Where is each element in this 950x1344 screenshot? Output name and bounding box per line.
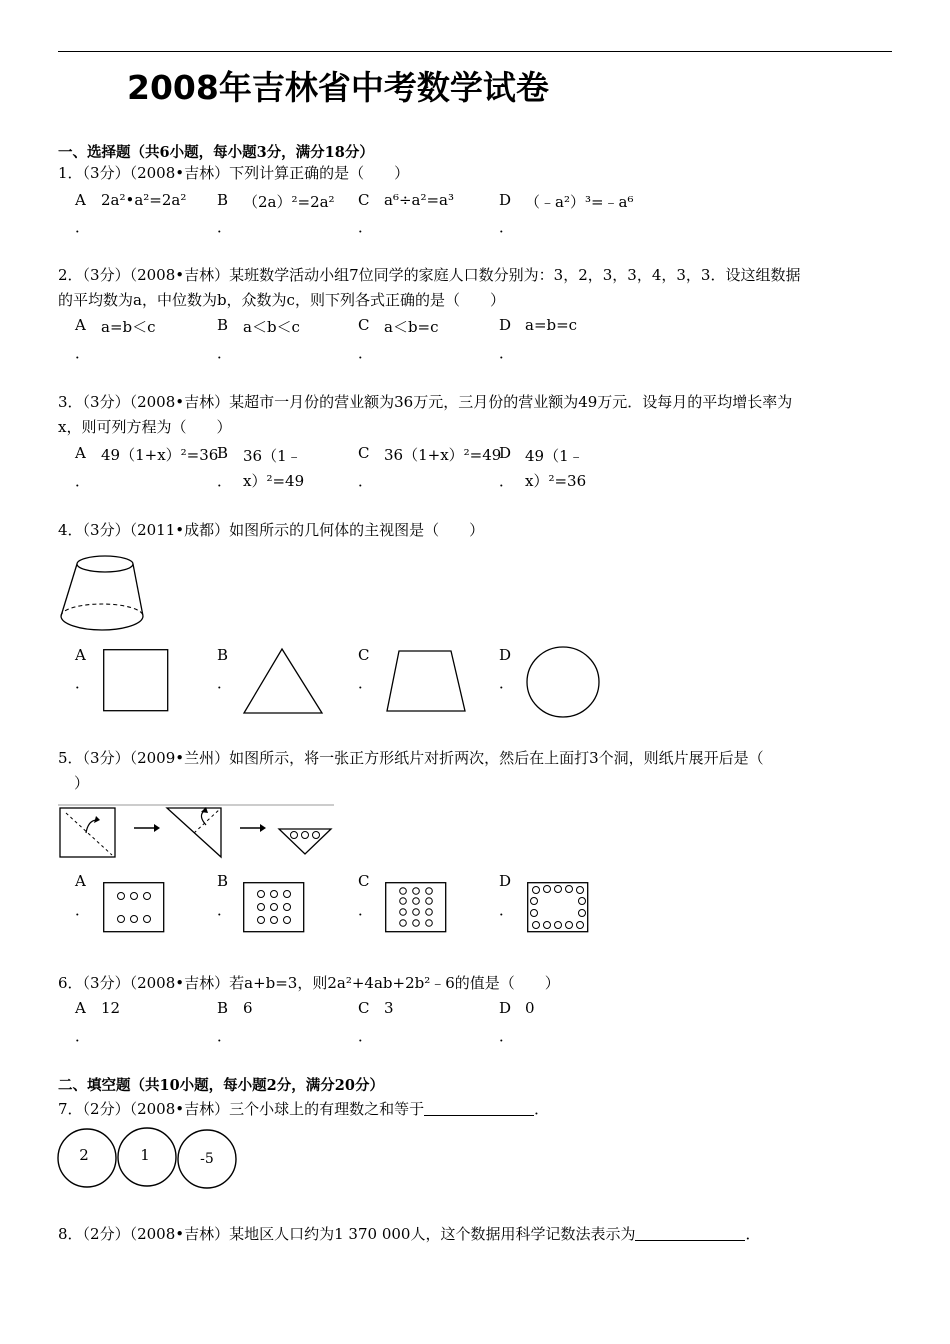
q2-option-b[interactable]: a＜b＜c [243, 318, 300, 336]
question-1: 1．（3分）（2008•吉林）下列计算正确的是（ ） [58, 164, 410, 182]
question-3: 3．（3分）（2008•吉林）某超市一月份的营业额为36万元，三月份的营业额为49万元．设每月的平均增长率为 x，则可列方程为（ ） [58, 393, 793, 436]
option-dot: ． [499, 674, 515, 692]
question-8: 8．（2分）（2008•吉林）某地区人口约为1 370 000人，这个数据用科学记数法表示为 ． [58, 1225, 761, 1243]
q4-option-b-label[interactable]: B [217, 646, 229, 664]
option-dot: ． [75, 1027, 91, 1045]
q5-option-b-figure[interactable] [243, 882, 305, 933]
q5-option-c-label[interactable]: C [358, 872, 370, 890]
q5-option-c-figure[interactable] [385, 882, 447, 933]
q5-option-d-figure[interactable] [527, 882, 589, 933]
q5-option-a-figure[interactable] [103, 882, 165, 933]
ball-3-label: -5 [200, 1151, 214, 1167]
option-dot: ． [499, 344, 515, 362]
q3-option-b-label[interactable]: B [217, 444, 229, 462]
q6-option-d-label[interactable]: D [499, 999, 512, 1017]
q1-option-d-label[interactable]: D [499, 191, 512, 209]
q5-option-b-label[interactable]: B [217, 872, 229, 890]
q3-option-a[interactable]: 49（1+x）²=36 [101, 446, 219, 464]
q6-option-a-label[interactable]: A [75, 999, 86, 1017]
q4-option-d-circle[interactable] [525, 645, 601, 719]
q5-option-a-label[interactable]: A [75, 872, 86, 890]
frustum-figure [58, 552, 148, 634]
option-dot: ． [358, 674, 374, 692]
balls-figure [56, 1127, 240, 1191]
option-dot: ． [358, 472, 374, 490]
question-5: 5．（3分）（2009•兰州）如图所示，将一张正方形纸片对折两次，然后在上面打3个洞，则纸片展开后是（ ） [58, 749, 764, 792]
option-dot: ． [358, 218, 374, 236]
option-dot: ． [217, 218, 233, 236]
option-dot: ． [217, 472, 233, 490]
q3-option-b[interactable]: 36（1﹣x）²=49 [243, 447, 305, 490]
q2-option-b-label[interactable]: B [217, 316, 229, 334]
q4-option-b-triangle[interactable] [242, 647, 324, 715]
q1-option-b[interactable]: （2a）²=2a² [243, 193, 335, 211]
q3-option-d-label[interactable]: D [499, 444, 512, 462]
q3-option-c[interactable]: 36（1+x）²=49 [384, 446, 502, 464]
q4-option-d-label[interactable]: D [499, 646, 512, 664]
option-dot: ． [217, 1027, 233, 1045]
question-6: 6．（3分）（2008•吉林）若a+b=3，则2a²+4ab+2b²﹣6的值是（ ） [58, 974, 560, 992]
option-dot: ． [358, 344, 374, 362]
q2-option-c-label[interactable]: C [358, 316, 370, 334]
option-dot: ． [217, 901, 233, 919]
q3-option-d[interactable]: 49（1﹣x）²=36 [525, 447, 587, 490]
q1-option-c-label[interactable]: C [358, 191, 370, 209]
paper-folding-figure [58, 803, 336, 859]
option-dot: ． [358, 901, 374, 919]
page-title: 2008年吉林省中考数学试卷 [127, 68, 549, 107]
q4-option-c-label[interactable]: C [358, 646, 370, 664]
q2-option-c[interactable]: a＜b=c [384, 318, 439, 336]
option-dot: ． [217, 344, 233, 362]
option-dot: ． [358, 1027, 374, 1045]
option-dot: ． [75, 674, 91, 692]
ball-2-label: 1 [140, 1146, 150, 1164]
question-2: 2．（3分）（2008•吉林）某班数学活动小组7位同学的家庭人口数分别为：3，2，3，3，4，3，3．设这组数据 的平均数为a，中位数为b，众数为c，则下列各式正确的是（ ） [58, 266, 801, 309]
q4-option-c-trapezoid[interactable] [385, 649, 467, 713]
option-dot: ． [75, 901, 91, 919]
q1-option-a[interactable]: 2a²•a²=2a² [101, 191, 187, 209]
option-dot: ． [499, 901, 515, 919]
q5-option-d-label[interactable]: D [499, 872, 512, 890]
option-dot: ． [75, 344, 91, 362]
q1-option-b-label[interactable]: B [217, 191, 229, 209]
q2-option-a-label[interactable]: A [75, 316, 86, 334]
q1-option-d[interactable]: （﹣a²）³=﹣a⁶ [525, 193, 634, 211]
q3-option-a-label[interactable]: A [75, 444, 86, 462]
option-dot: ． [499, 218, 515, 236]
q6-option-a[interactable]: 12 [101, 999, 121, 1017]
q3-option-c-label[interactable]: C [358, 444, 370, 462]
q2-option-d-label[interactable]: D [499, 316, 512, 334]
option-dot: ． [75, 218, 91, 236]
q6-option-d[interactable]: 0 [525, 999, 535, 1017]
option-dot: ． [75, 472, 91, 490]
q4-option-a-square[interactable] [103, 649, 169, 712]
q6-option-b[interactable]: 6 [243, 999, 253, 1017]
section-heading-fill-in: 二、填空题（共10小题，每小题2分，满分20分） [58, 1077, 384, 1094]
answer-blank[interactable] [424, 1101, 534, 1116]
option-dot: ． [499, 1027, 515, 1045]
option-dot: ． [217, 674, 233, 692]
q6-option-b-label[interactable]: B [217, 999, 229, 1017]
ball-1-label: 2 [79, 1146, 89, 1164]
question-4: 4．（3分）（2011•成都）如图所示的几何体的主视图是（ ） [58, 521, 485, 539]
header-rule [58, 51, 892, 52]
answer-blank[interactable] [635, 1226, 745, 1241]
q1-option-c[interactable]: a⁶÷a²=a³ [384, 191, 455, 209]
q6-option-c-label[interactable]: C [358, 999, 370, 1017]
q2-option-d[interactable]: a=b=c [525, 316, 578, 334]
q2-option-a[interactable]: a=b＜c [101, 318, 156, 336]
question-7: 7．（2分）（2008•吉林）三个小球上的有理数之和等于 ． [58, 1100, 550, 1118]
q4-option-a-label[interactable]: A [75, 646, 86, 664]
option-dot: ． [499, 472, 515, 490]
section-heading-choice: 一、选择题（共6小题，每小题3分，满分18分） [58, 144, 374, 161]
q6-option-c[interactable]: 3 [384, 999, 394, 1017]
q1-option-a-label[interactable]: A [75, 191, 86, 209]
